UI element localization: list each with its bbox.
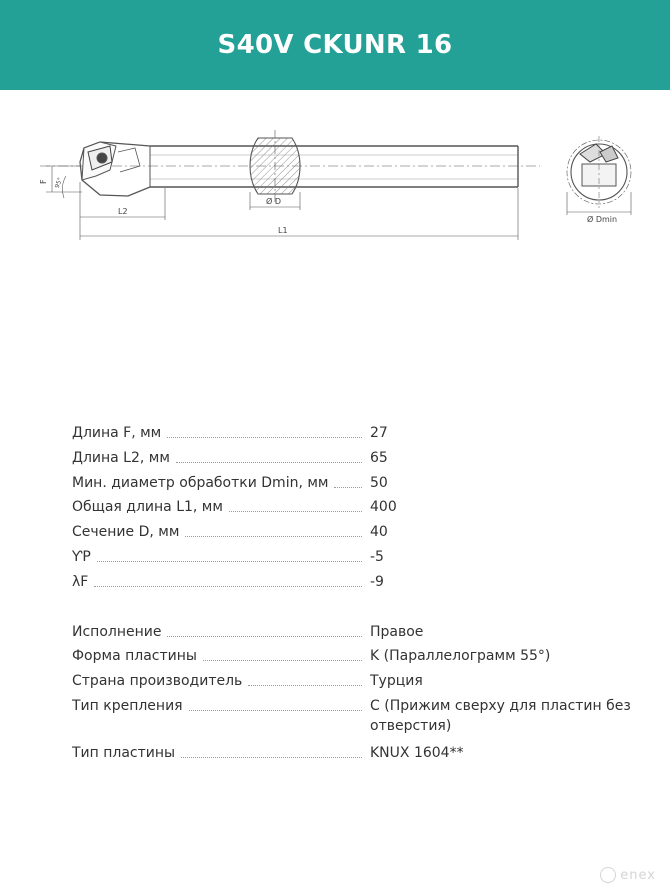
spec-row bbox=[72, 522, 647, 547]
dim-angle-label: 95° bbox=[53, 176, 65, 190]
spec-label: Форма пластины bbox=[72, 648, 197, 665]
spec-value: 27 bbox=[370, 425, 388, 441]
spec-label: Тип пластины bbox=[72, 744, 176, 761]
spec-leader-dots bbox=[167, 437, 362, 438]
spec-value: K (Параллелограмм 55°) bbox=[370, 648, 551, 665]
spec-row bbox=[72, 473, 647, 498]
dim-f-label: F bbox=[39, 179, 48, 184]
spec-row bbox=[72, 671, 647, 696]
spec-leader-dots bbox=[229, 511, 362, 512]
spec-value: -5 bbox=[370, 548, 384, 565]
tool-drawing bbox=[0, 100, 670, 260]
spec-row bbox=[72, 572, 647, 597]
spec-value: Правое bbox=[370, 623, 424, 640]
spec-value: C (Прижим сверху для пластин без отверстия) bbox=[370, 697, 631, 734]
spec-leader-dots bbox=[189, 710, 362, 711]
spec-label: Тип крепления bbox=[72, 697, 183, 714]
dim-l1-label: L1 bbox=[278, 226, 288, 235]
spec-row bbox=[72, 743, 647, 768]
spec-row bbox=[72, 622, 647, 647]
product-title: S40V CKUNR 16 bbox=[217, 30, 453, 60]
spec-value: -9 bbox=[370, 573, 384, 590]
spec-value: 400 bbox=[370, 499, 397, 516]
page-header bbox=[0, 0, 670, 90]
spec-row bbox=[72, 696, 647, 743]
spec-value: 65 bbox=[370, 449, 388, 466]
spec-leader-dots bbox=[167, 636, 362, 637]
spec-label: Исполнение bbox=[72, 623, 162, 640]
spec-row bbox=[72, 448, 647, 473]
spec-label: Общая длина L1, мм bbox=[72, 499, 223, 516]
spec-table bbox=[72, 423, 647, 768]
spec-row bbox=[72, 497, 647, 522]
spec-label: ƳP bbox=[72, 548, 91, 565]
spec-row bbox=[72, 646, 647, 671]
dim-dmin-label: Ø Dmin bbox=[587, 215, 618, 224]
dim-l2-label: L2 bbox=[118, 207, 128, 216]
spec-label: λF bbox=[72, 573, 89, 590]
spec-label: Длина F, мм bbox=[72, 425, 162, 441]
spec-label: Сечение D, мм bbox=[72, 524, 180, 541]
spec-row bbox=[72, 423, 647, 448]
spec-leader-dots bbox=[248, 685, 362, 686]
spec-value: KNUX 1604** bbox=[370, 744, 464, 761]
watermark-text: enex bbox=[620, 867, 656, 883]
spec-label: Страна производитель bbox=[72, 673, 243, 690]
spec-value: 40 bbox=[370, 524, 388, 541]
spec-leader-dots bbox=[176, 462, 362, 463]
brand-watermark bbox=[600, 867, 656, 883]
spec-label: Длина L2, мм bbox=[72, 449, 170, 466]
spec-group-gap bbox=[72, 597, 647, 622]
spec-leader-dots bbox=[94, 586, 362, 587]
spec-leader-dots bbox=[97, 561, 362, 562]
spec-leader-dots bbox=[185, 536, 362, 537]
spec-label: Мин. диаметр обработки Dmin, мм bbox=[72, 474, 329, 491]
dim-d-label: Ø D bbox=[266, 197, 281, 206]
watermark-logo-icon bbox=[600, 867, 616, 883]
spec-leader-dots bbox=[203, 660, 362, 661]
spec-row bbox=[72, 547, 647, 572]
spec-leader-dots bbox=[334, 487, 362, 488]
spec-leader-dots bbox=[181, 757, 362, 758]
spec-value: 50 bbox=[370, 474, 388, 491]
spec-value: Турция bbox=[370, 673, 423, 690]
